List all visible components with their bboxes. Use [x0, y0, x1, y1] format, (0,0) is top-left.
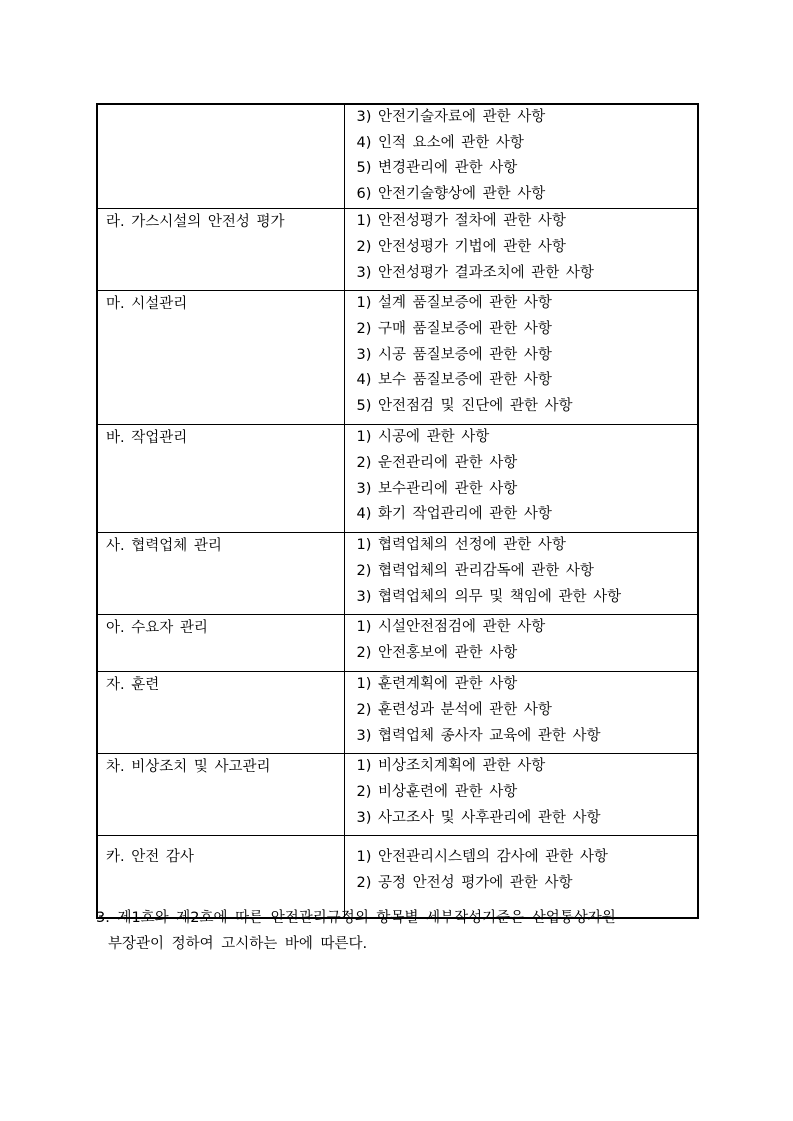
items-cell [344, 533, 698, 615]
list-item: 2) 공정 안전성 평가에 관한 사항 [356, 874, 573, 891]
list-item: 2) 협력업체의 관리감독에 관한 사항 [356, 562, 594, 579]
list-item: 1) 안전성평가 절차에 관한 사항 [356, 213, 566, 230]
list-item: 3) 안전기술자료에 관한 사항 [356, 109, 546, 125]
footnote-line: 부장관이 정하여 고시하는 바에 따른다. [108, 936, 368, 952]
list-item: 4) 화기 작업관리에 관한 사항 [356, 506, 552, 523]
list-item: 2) 안전성평가 기법에 관한 사항 [356, 238, 566, 255]
category-cell: 사. 협력업체 관리 [97, 533, 344, 615]
items-cell [344, 672, 698, 754]
safety-regulation-table [96, 103, 699, 919]
list-item: 5) 안전점검 및 진단에 관한 사항 [356, 397, 573, 414]
items-cell [344, 104, 698, 209]
category-cell: 차. 비상조치 및 사고관리 [97, 754, 344, 836]
list-item: 4) 인적 요소에 관한 사항 [356, 134, 524, 151]
list-item: 1) 비상조치계획에 관한 사항 [356, 758, 546, 775]
table-row [97, 425, 698, 533]
items-cell [344, 291, 698, 425]
items-cell [344, 754, 698, 836]
category-cell: 마. 시설관리 [97, 291, 344, 425]
category-cell: 라. 가스시설의 안전성 평가 [97, 209, 344, 291]
table-row [97, 672, 698, 754]
footnote-line: 3. 제1호와 제2호에 따른 안전관리규정의 항목별 세부작성기준은 산업통상자원 [96, 910, 616, 926]
footnote-paragraph [96, 905, 700, 957]
list-item: 1) 시설안전점검에 관한 사항 [356, 619, 546, 636]
category-cell: 자. 훈련 [97, 672, 344, 754]
list-item: 2) 비상훈련에 관한 사항 [356, 783, 518, 800]
list-item: 3) 안전성평가 결과조치에 관한 사항 [356, 264, 594, 281]
table-row [97, 533, 698, 615]
items-cell [344, 425, 698, 533]
list-item: 2) 운전관리에 관한 사항 [356, 454, 518, 471]
table-row [97, 754, 698, 836]
list-item: 1) 훈련계획에 관한 사항 [356, 676, 518, 693]
items-cell [344, 209, 698, 291]
list-item: 1) 시공에 관한 사항 [356, 429, 490, 446]
list-item: 4) 보수 품질보증에 관한 사항 [356, 372, 552, 389]
category-cell: 아. 수요자 관리 [97, 615, 344, 672]
list-item: 3) 협력업체의 의무 및 책임에 관한 사항 [356, 588, 622, 605]
category-cell [97, 104, 344, 209]
list-item: 2) 훈련성과 분석에 관한 사항 [356, 701, 552, 718]
list-item: 5) 변경관리에 관한 사항 [356, 160, 518, 177]
list-item: 3) 보수관리에 관한 사항 [356, 480, 518, 497]
list-item: 6) 안전기술향상에 관한 사항 [356, 185, 546, 202]
list-item: 2) 안전홍보에 관한 사항 [356, 644, 518, 661]
category-cell: 바. 작업관리 [97, 425, 344, 533]
list-item: 3) 협력업체 종사자 교육에 관한 사항 [356, 727, 601, 744]
items-cell [344, 615, 698, 672]
table-row [97, 104, 698, 209]
list-item: 3) 사고조사 및 사후관리에 관한 사항 [356, 809, 601, 826]
list-item: 2) 구매 품질보증에 관한 사항 [356, 320, 552, 337]
list-item: 1) 안전관리시스템의 감사에 관한 사항 [356, 849, 608, 866]
table-row [97, 209, 698, 291]
table-row [97, 615, 698, 672]
table-row [97, 291, 698, 425]
list-item: 3) 시공 품질보증에 관한 사항 [356, 346, 552, 363]
category-cell: 카. 안전 감사 [97, 836, 344, 919]
list-item: 1) 협력업체의 선정에 관한 사항 [356, 537, 566, 554]
list-item: 1) 설계 품질보증에 관한 사항 [356, 295, 552, 312]
